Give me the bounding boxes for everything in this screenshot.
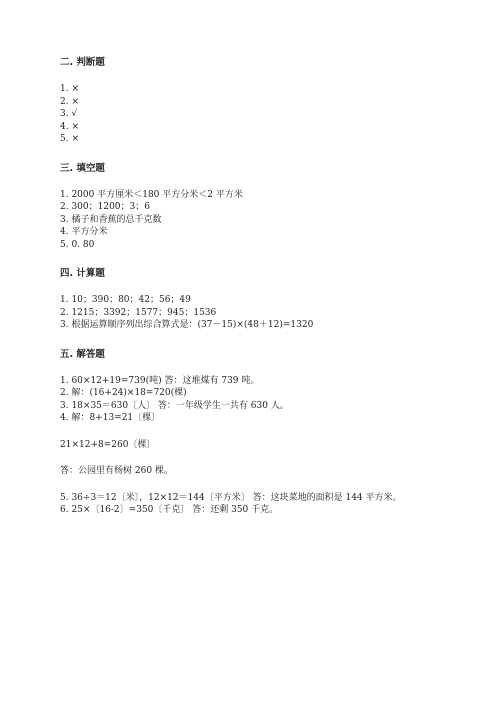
answer-line: 2. ×: [60, 96, 79, 107]
answer-line: 3. 根据运算顺序列出综合算式是：(37－15)×(48＋12)=1320: [60, 320, 314, 330]
section-heading: 三. 填空题: [60, 162, 105, 174]
section-fill-blank: [60, 162, 480, 252]
section-heading: 二. 判断题: [60, 57, 105, 68]
answer-line: 3. 18×35＝630〔人〕 答：一年级学生一共有 630 人。: [60, 400, 289, 411]
answer-line: 2. 300；1200；3；6: [60, 202, 150, 212]
answer-line: 5. 0. 80: [60, 239, 95, 250]
answer-line: 6. 25×〔16-2〕=350〔千克〕 答：还剩 350 千克。: [60, 505, 279, 515]
answer-line: 4. ×: [60, 121, 79, 132]
answer-line: 5. 36÷3＝12〔米〕，12×12＝144〔平方米〕 答：这块菜地的面积是 144 平方米。: [60, 492, 402, 503]
answer-document: [60, 56, 480, 517]
answer-line: 1. ×: [60, 84, 79, 94]
answer-line: 1. 2000 平方厘米＜180 平方分米＜2 平方米: [60, 189, 243, 200]
answer-line: 3. 橘子和香蕉的总千克数: [60, 214, 162, 225]
answer-line: 4. 解：8+13=21〔棵〕: [60, 413, 161, 423]
answer-line: 2. 1215；3392；1577；945；1536: [60, 307, 217, 318]
answer-line: 2. 解：(16+24)×18=720(棵): [60, 388, 187, 398]
section-calculation: [60, 267, 480, 332]
answer-line: 4. 平方分米: [60, 227, 108, 237]
section-word-problems: [60, 348, 480, 517]
answer-line: 答：公园里有杨树 260 棵。: [60, 466, 173, 476]
answer-line: 1. 60×12+19=739(吨) 答：这堆煤有 739 吨。: [60, 375, 260, 386]
section-heading: 五. 解答题: [60, 348, 105, 360]
section-heading: 四. 计算题: [60, 268, 105, 279]
section-true-false: [60, 56, 480, 146]
answer-line: 5. ×: [60, 134, 79, 144]
answer-line: 3. √: [60, 109, 78, 119]
answer-line: 1. 10；390；80；42；56；49: [60, 295, 191, 305]
answer-line: 21×12+8=260〔棵〕: [60, 439, 156, 450]
